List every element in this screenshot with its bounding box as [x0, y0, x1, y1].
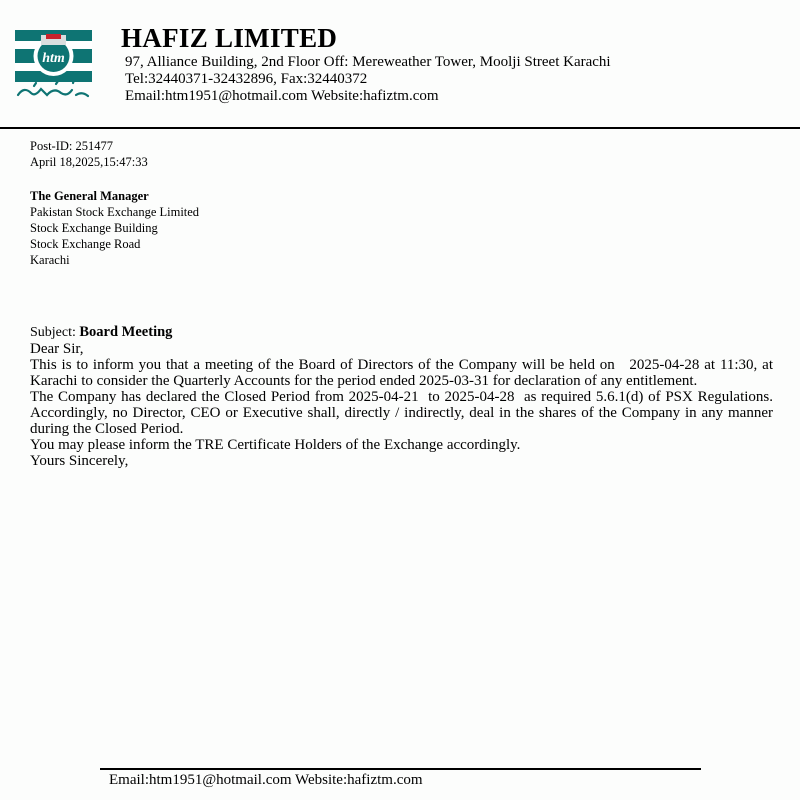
- recipient-line: Stock Exchange Building: [30, 221, 158, 235]
- svg-text:htm: htm: [42, 51, 65, 66]
- company-address: 97, Alliance Building, 2nd Floor Off: Mereweather Tower, Moolji Street Karachi: [125, 54, 611, 70]
- recipient-line: Pakistan Stock Exchange Limited: [30, 205, 200, 219]
- subject-text: Board Meeting: [79, 324, 173, 340]
- recipient-line: Karachi: [30, 253, 70, 267]
- paragraph-closed-period: The Company has declared the Closed Period from 2025-04-21 to 2025-04-28 as required 5.6.1(d) of PSX Regulations. Accordingly, no Director, CEO or Executive shall, directly / indirectly, deal in the shares of the Company in any manner during the Closed Period.: [30, 389, 777, 437]
- letter-date: April 18,2025,15:47:33: [30, 155, 148, 169]
- post-id: Post-ID: 251477: [30, 139, 113, 153]
- paragraph-inform: You may please inform the TRE Certificate Holders of the Exchange accordingly.: [30, 437, 521, 453]
- footer-email-website: Email:htm1951@hotmail.com Website:hafiztm.com: [109, 772, 423, 788]
- salutation: Dear Sir,: [30, 341, 84, 357]
- company-logo: [14, 29, 94, 99]
- closing: Yours Sincerely,: [30, 453, 129, 469]
- recipient-line: Stock Exchange Road: [30, 237, 141, 251]
- company-email-website: Email:htm1951@hotmail.com Website:hafiztm.com: [125, 88, 439, 104]
- subject-label: Subject:: [30, 325, 76, 340]
- htm-logo-icon: [14, 29, 94, 99]
- letter-body: [30, 138, 777, 469]
- header-divider: [0, 127, 800, 129]
- paragraph-meeting: This is to inform you that a meeting of the Board of Directors of the Company will be held on 2025-04-28 at 11:30, at Karachi to consider the Quarterly Accounts for the period ended 2025-03-31 for declaration of any entitlement.: [30, 357, 777, 389]
- footer-divider: [100, 768, 701, 770]
- company-phone-fax: Tel:32440371-32432896, Fax:32440372: [125, 71, 368, 87]
- company-name: HAFIZ LIMITED: [121, 23, 338, 53]
- recipient-title: The General Manager: [30, 189, 149, 203]
- subject-line: [30, 324, 773, 341]
- recipient-block: [30, 188, 773, 268]
